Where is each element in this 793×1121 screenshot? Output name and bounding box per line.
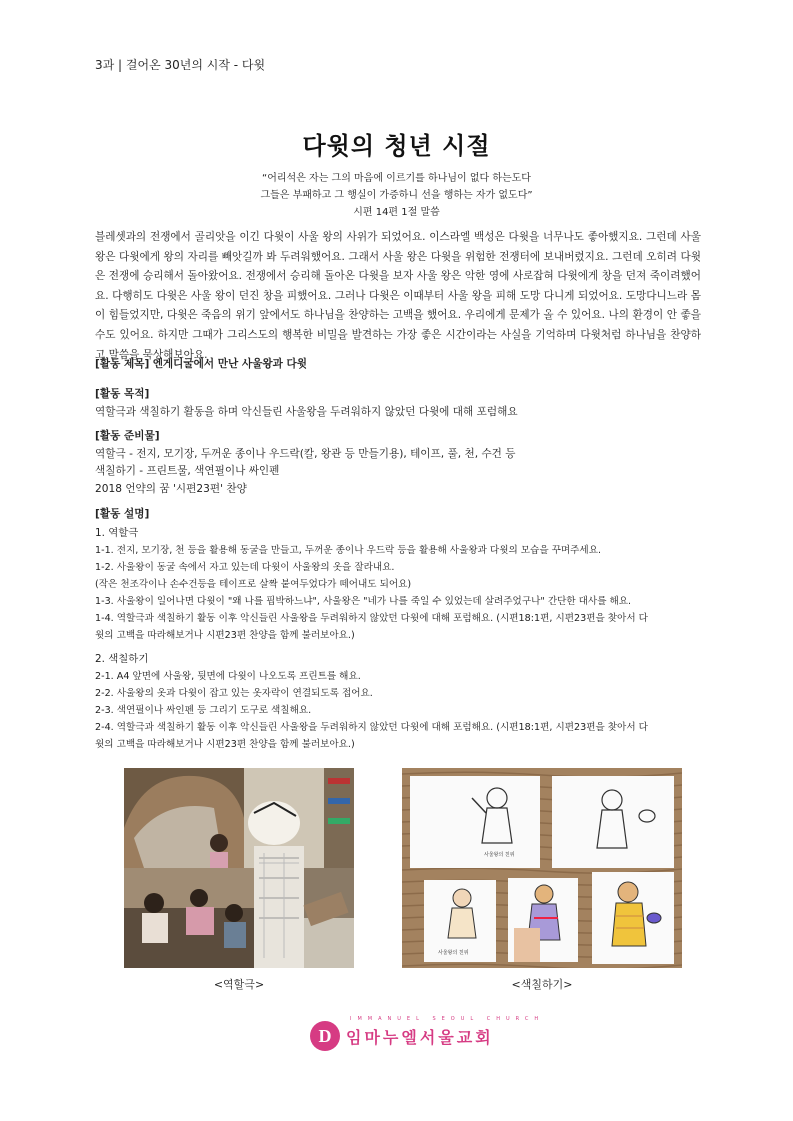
materials-line-2: 색칠하기 - 프린트물, 색연필이나 싸인펜 (95, 465, 280, 477)
church-logo-text (346, 1015, 545, 1048)
step-1-1: 1-1. 전지, 모기장, 천 등을 활용해 동굴을 만들고, 두꺼운 종이나 우드락 등을 활용해 사울왕과 다윗의 모습을 꾸며주세요. (95, 545, 602, 556)
step-2-3: 2-3. 색연필이나 싸인펜 등 그리기 도구로 색칠해요. (95, 705, 312, 716)
role-play-caption: <역할극> (213, 978, 265, 991)
role-play-steps (95, 525, 705, 644)
activity-title-text: 엔게디굴에서 만난 사울왕과 다윗 (152, 358, 308, 370)
role-play-collage (124, 768, 354, 968)
activity-title-label: [활동 제목] (95, 358, 150, 370)
coloring-steps (95, 651, 705, 753)
step-1-2-note: (작은 천조각이나 손수건등을 테이프로 살짝 붙여두었다가 떼어내도 되어요) (95, 579, 412, 590)
purpose-section (95, 386, 705, 421)
church-logo-sub: IMMANUEL SEOUL CHURCH (350, 1015, 545, 1022)
step-2-2: 2-2. 사울왕의 옷과 다윗이 잡고 있는 옷자락이 연결되도록 접어요. (95, 688, 373, 699)
quote-source: 시편 14편 1절 말씀 (353, 207, 440, 218)
quote-line-1: “어리석은 자는 그의 마음에 이르기를 하나님이 없다 하는도다 (262, 173, 531, 184)
role-play-photo (124, 768, 354, 968)
intro-paragraph (95, 228, 701, 365)
purpose-label: [활동 목적] (95, 388, 150, 400)
coloring-collage (402, 768, 682, 968)
explanation-label-block (95, 506, 705, 524)
role-play-heading: 1. 역할극 (95, 527, 139, 539)
intro-text: 블레셋과의 전쟁에서 골리앗을 이긴 다윗이 사울 왕의 사위가 되었어요. 이스라엘 백성은 다윗을 너무나도 좋아했지요. 그런데 사울 왕은 다윗에게 왕의 자리를 빼앗길까 봐 두려워했어요. 그래서 사울 왕은 다윗을 위험한 전쟁터에 보내버렸지요. 그런데 오히려 다윗은 전쟁에 승리해서 돌아왔어요. 전쟁에서 승리해 돌아온 다윗을 보자 사울 왕은 악한 영에 사로잡혀 다윗에게 창을 던져 죽이려했어요. 다행히도 다윗은 사울 왕이 던진 창을 피했어요. 그러나 다윗은 이때부터 사울 왕을 피해 도망 다니게 되었어요. 도망다니느라 몸이 힘들었지만, 다윗은 죽음의 위기 앞에서도 하나님을 찬양하는 고백을 했어요. 우리에게 문제가 올 수 있어요. 나의 환경이 안 좋을 수도 있어요. 하지만 그때가 그리스도의 행복한 비밀을 발견하는 가장 좋은 시간이라는 사실을 기억하며 다윗처럼 하나님을 찬양하고 말씀을 묵상해보아요. (95, 231, 701, 361)
church-logo-mark: D (310, 1021, 340, 1051)
church-logo (310, 1015, 545, 1051)
page-title: 다윗의 청년 시절 (302, 132, 491, 160)
materials-line-3: 2018 언약의 꿈 '시편23편' 찬양 (95, 482, 247, 495)
explanation-label: [활동 설명] (95, 508, 150, 520)
step-1-2: 1-2. 사울왕이 동굴 속에서 자고 있는데 다윗이 사울왕의 옷을 잘라내요. (95, 562, 395, 573)
coloring-caption: <색칠하기> (511, 978, 573, 991)
materials-section (95, 428, 705, 498)
materials-label: [활동 준비물] (95, 430, 160, 442)
page-header: 3과 | 걸어온 30년의 시작 - 다윗 (95, 58, 266, 72)
activity-title-section (95, 356, 705, 374)
scripture-quote (0, 170, 793, 221)
saul-label-2: 사울왕의 친위 (438, 950, 469, 956)
saul-label-1: 사울왕의 친위 (484, 852, 515, 858)
materials-line-1: 역할극 - 전지, 모기장, 두꺼운 종이나 우드락(칼, 왕관 등 만들기용), 테이프, 풀, 천, 수건 등 (95, 447, 516, 460)
step-2-4-a: 2-4. 역할극과 색칠하기 활동 이후 악신들린 사울왕을 두려워하지 않았던 다윗에 대해 포럼해요. (시편18:1편, 시편23편을 찾아서 다 (95, 722, 648, 733)
coloring-photo (402, 768, 682, 968)
purpose-text: 역할극과 색칠하기 활동을 하며 악신들린 사울왕을 두려워하지 않았던 다윗에 대해 포럼해요 (95, 405, 518, 418)
step-1-4-b: 윗의 고백을 따라해보거나 시편23편 찬양을 함께 불러보아요.) (95, 630, 355, 641)
step-1-3: 1-3. 사울왕이 일어나면 다윗이 "왜 나를 핍박하느냐", 사울왕은 "네가 나를 죽일 수 있었는데 살려주었구나" 간단한 대사를 해요. (95, 596, 632, 607)
quote-line-2: 그들은 부패하고 그 행실이 가증하니 선을 행하는 자가 없도다” (260, 190, 533, 201)
step-2-1: 2-1. A4 앞면에 사울왕, 뒷면에 다윗이 나오도록 프린트를 해요. (95, 671, 361, 682)
coloring-heading: 2. 색칠하기 (95, 653, 149, 665)
step-1-4-a: 1-4. 역할극과 색칠하기 활동 이후 악신들린 사울왕을 두려워하지 않았던 다윗에 대해 포럼해요. (시편18:1편, 시편23편을 찾아서 다 (95, 613, 648, 624)
church-name: 임마누엘서울교회 (346, 1027, 494, 1047)
step-2-4-b: 윗의 고백을 따라해보거나 시편23편 찬양을 함께 불러보아요.) (95, 739, 355, 750)
